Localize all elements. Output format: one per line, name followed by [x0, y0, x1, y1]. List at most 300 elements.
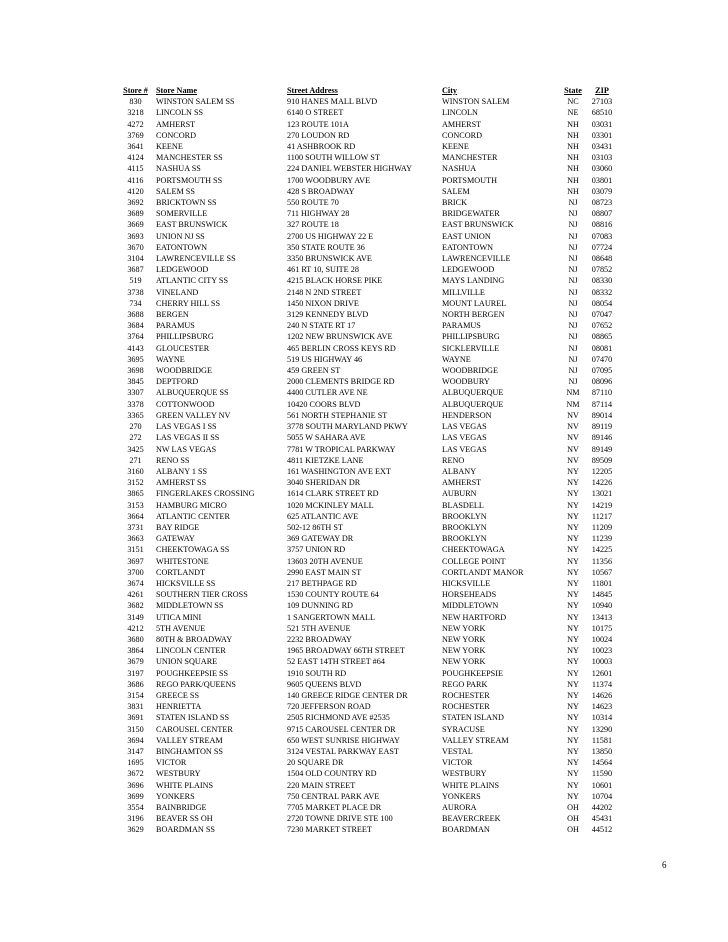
zip-cell: 07852 [591, 265, 613, 275]
store-name-cell: CHERRY HILL SS [156, 298, 220, 308]
state-cell: NY [567, 758, 579, 768]
street-address-cell: 4215 BLACK HORSE PIKE [287, 276, 383, 286]
city-cell: WOODBRIDGE [442, 366, 498, 376]
zip-cell: 03079 [591, 186, 613, 196]
city-cell: PARAMUS [442, 321, 481, 331]
store-number-cell: 3693 [127, 231, 144, 241]
zip-cell: 13850 [591, 746, 613, 756]
store-number-cell: 3764 [127, 332, 144, 342]
table-row [115, 119, 619, 130]
table-row [115, 298, 619, 309]
zip-cell: 44202 [591, 803, 613, 812]
store-number-cell: 3699 [127, 791, 144, 801]
street-address-cell: 3124 VESTAL PARKWAY EAST [287, 746, 399, 756]
zip-cell: 11217 [591, 511, 613, 521]
city-cell: BRICK [442, 198, 468, 208]
city-cell: BEAVERCREEK [442, 814, 501, 824]
state-cell: NY [567, 500, 579, 510]
street-address-cell: 6140 O STREET [287, 108, 344, 118]
table-row [115, 242, 619, 253]
store-number-cell: 3150 [127, 724, 144, 734]
store-number-cell: 3149 [127, 612, 144, 622]
store-name-cell: RENO SS [156, 455, 190, 465]
zip-cell: 10003 [591, 657, 613, 667]
header-store-number: Store # [123, 86, 148, 95]
store-number-cell: 3689 [127, 209, 144, 219]
table-row [115, 354, 619, 365]
city-cell: BROOKLYN [442, 534, 487, 544]
street-address-cell: 3350 BRUNSWICK AVE [287, 254, 372, 264]
street-address-cell: 1100 SOUTH WILLOW ST [287, 153, 380, 163]
store-number-cell: 3147 [127, 746, 144, 756]
zip-cell: 07470 [591, 354, 613, 364]
store-name-cell: LINCOLN CENTER [156, 646, 226, 656]
state-cell: NH [567, 164, 579, 174]
store-name-cell: STATEN ISLAND SS [156, 713, 230, 723]
table-row [115, 544, 619, 555]
street-address-cell: 161 WASHINGTON AVE EXT [287, 466, 391, 476]
store-name-cell: SOMERVILLE [156, 209, 208, 219]
store-number-cell: 3629 [127, 825, 144, 835]
street-address-cell: 750 CENTRAL PARK AVE [287, 791, 380, 801]
store-number-cell: 3153 [127, 500, 144, 510]
page-number: 6 [662, 860, 667, 870]
state-cell: NY [567, 534, 579, 544]
zip-cell: 08054 [591, 298, 613, 308]
state-cell: OH [567, 814, 579, 824]
table-row [115, 107, 619, 118]
zip-cell: 10704 [591, 791, 613, 801]
zip-cell: 10314 [591, 713, 613, 723]
street-address-cell: 10420 COORS BLVD [287, 399, 361, 409]
store-number-cell: 3831 [127, 702, 144, 712]
store-number-cell: 3196 [127, 814, 144, 824]
store-number-cell: 3218 [127, 108, 144, 118]
store-name-cell: KEENE [156, 142, 183, 152]
store-name-cell: WAYNE [156, 354, 185, 364]
zip-cell: 10567 [591, 567, 613, 577]
store-name-cell: BRICKTOWN SS [156, 198, 217, 208]
store-number-cell: 4124 [127, 153, 144, 163]
table-row [115, 679, 619, 690]
street-address-cell: 9715 CAROUSEL CENTER DR [287, 724, 396, 734]
state-cell: NY [567, 522, 579, 532]
state-cell: NH [567, 153, 579, 163]
city-cell: YONKERS [442, 791, 481, 801]
table-row [115, 343, 619, 354]
street-address-cell: 550 ROUTE 70 [287, 198, 339, 208]
street-address-cell: 1910 SOUTH RD [287, 668, 347, 678]
zip-cell: 14226 [591, 478, 613, 488]
street-address-cell: 4400 CUTLER AVE NE [287, 388, 368, 398]
header-store-name: Store Name [156, 86, 198, 95]
street-address-cell: 1450 NIXON DRIVE [287, 298, 359, 308]
store-number-cell: 3698 [127, 366, 144, 376]
city-cell: SYRACUSE [442, 724, 485, 734]
store-number-cell: 3679 [127, 657, 144, 667]
zip-cell: 11209 [591, 522, 613, 532]
zip-cell: 11374 [591, 679, 613, 689]
store-number-cell: 3769 [127, 130, 144, 140]
store-name-cell: GATEWAY [156, 534, 195, 544]
state-cell: NJ [568, 354, 578, 364]
city-cell: WINSTON SALEM [442, 97, 510, 107]
store-number-cell: 3687 [127, 265, 144, 275]
store-name-cell: BINGHAMTON SS [156, 746, 223, 756]
store-name-cell: UNION NJ SS [156, 231, 205, 241]
store-name-cell: HICKSVILLE SS [156, 578, 216, 588]
zip-cell: 07095 [591, 366, 613, 376]
state-cell: NC [567, 97, 579, 107]
street-address-cell: 2720 TOWNE DRIVE STE 100 [287, 814, 393, 824]
city-cell: PORTSMOUTH [442, 175, 498, 185]
table-row [115, 455, 619, 466]
zip-cell: 07724 [591, 242, 613, 252]
city-cell: AMHERST [442, 478, 482, 488]
city-cell: BROOKLYN [442, 511, 487, 521]
table-row [115, 96, 619, 107]
street-address-cell: 123 ROUTE 101A [287, 119, 349, 129]
city-cell: COLLEGE POINT [442, 556, 506, 566]
store-name-cell: BEAVER SS OH [156, 814, 213, 824]
store-name-cell: WINSTON SALEM SS [156, 97, 235, 107]
header-state: State [564, 86, 582, 95]
zip-cell: 89149 [591, 444, 613, 454]
store-name-cell: PORTSMOUTH SS [156, 175, 223, 185]
city-cell: LAS VEGAS [442, 422, 487, 432]
state-cell: NJ [568, 287, 578, 297]
state-cell: NY [567, 478, 579, 488]
table-row [115, 253, 619, 264]
table-row [115, 533, 619, 544]
store-name-cell: AMHERST [156, 119, 196, 129]
store-number-cell: 4115 [127, 164, 144, 174]
city-cell: NEW HARTFORD [442, 612, 507, 622]
table-row [115, 186, 619, 197]
city-cell: CHEEKTOWAGA [442, 545, 505, 555]
zip-cell: 07083 [591, 231, 613, 241]
table-row [115, 500, 619, 511]
table-row [115, 219, 619, 230]
store-name-cell: WHITE PLAINS [156, 780, 214, 790]
store-number-cell: 519 [129, 276, 142, 286]
table-row [115, 757, 619, 768]
state-cell: NY [567, 746, 579, 756]
street-address-cell: 2505 RICHMOND AVE #2535 [287, 713, 390, 723]
store-name-cell: GREEN VALLEY NV [156, 410, 231, 420]
state-cell: NY [567, 657, 579, 667]
table-row [115, 432, 619, 443]
table-row [115, 365, 619, 376]
table-row [115, 320, 619, 331]
street-address-cell: 109 DUNNING RD [287, 601, 353, 611]
street-address-cell: 2990 EAST MAIN ST [287, 567, 362, 577]
table-row [115, 634, 619, 645]
store-name-cell: VINELAND [156, 287, 199, 297]
state-cell: NJ [568, 366, 578, 376]
street-address-cell: 224 DANIEL WEBSTER HIGHWAY [287, 164, 413, 174]
zip-cell: 10940 [591, 601, 613, 611]
state-cell: NJ [568, 265, 578, 275]
street-address-cell: 327 ROUTE 18 [287, 220, 339, 230]
state-cell: NY [567, 668, 579, 678]
street-address-cell: 561 NORTH STEPHANIE ST [287, 410, 388, 420]
zip-cell: 11801 [591, 578, 613, 588]
zip-cell: 07652 [591, 321, 613, 331]
street-address-cell: 9605 QUEENS BLVD [287, 679, 362, 689]
store-name-cell: NW LAS VEGAS [156, 444, 217, 454]
street-address-cell: 1965 BROADWAY 66TH STREET [287, 646, 405, 656]
store-name-cell: LAS VEGAS I SS [156, 422, 217, 432]
table-row [115, 331, 619, 342]
city-cell: EAST UNION [442, 231, 491, 241]
table-row [115, 791, 619, 802]
store-number-cell: 4261 [127, 590, 144, 600]
header-zip: ZIP [595, 86, 609, 95]
street-address-cell: 217 BETHPAGE RD [287, 578, 357, 588]
table-row [115, 376, 619, 387]
table-row [115, 600, 619, 611]
table-row [115, 701, 619, 712]
state-cell: NJ [568, 276, 578, 286]
store-number-cell: 3691 [127, 713, 144, 723]
street-address-cell: 502-12 86TH ST [287, 522, 343, 532]
state-cell: NH [567, 186, 579, 196]
table-row [115, 690, 619, 701]
store-number-cell: 3694 [127, 735, 144, 745]
table-row [115, 746, 619, 757]
table-row [115, 612, 619, 623]
city-cell: AUBURN [442, 489, 477, 499]
store-number-cell: 3684 [127, 321, 144, 331]
store-name-cell: POUGHKEEPSIE SS [156, 668, 229, 678]
table-row [115, 175, 619, 186]
state-cell: NJ [568, 377, 578, 387]
zip-cell: 14225 [591, 545, 613, 555]
table-header-row [115, 85, 619, 96]
street-address-cell: 1504 OLD COUNTRY RD [287, 769, 377, 779]
store-number-cell: 3672 [127, 769, 144, 779]
city-cell: LEDGEWOOD [442, 265, 495, 275]
street-address-cell: 41 ASHBROOK RD [287, 142, 356, 152]
store-number-cell: 734 [129, 298, 142, 308]
store-number-cell: 3686 [127, 679, 144, 689]
store-number-cell: 3154 [127, 690, 144, 700]
zip-cell: 87110 [591, 388, 613, 398]
state-cell: NJ [568, 332, 578, 342]
street-address-cell: 5055 W SAHARA AVE [287, 433, 366, 443]
table-row [115, 410, 619, 421]
city-cell: EAST BRUNSWICK [442, 220, 514, 230]
state-cell: NY [567, 466, 579, 476]
state-cell: NY [567, 646, 579, 656]
street-address-cell: 3757 UNION RD [287, 545, 346, 555]
store-number-cell: 3680 [127, 634, 144, 644]
store-name-cell: CHEEKTOWAGA SS [156, 545, 230, 555]
city-cell: WHITE PLAINS [442, 780, 500, 790]
table-row [115, 645, 619, 656]
state-cell: NJ [568, 231, 578, 241]
state-cell: NY [567, 612, 579, 622]
street-address-cell: 1 SANGERTOWN MALL [287, 612, 376, 622]
city-cell: CONCORD [442, 130, 483, 140]
street-address-cell: 2700 US HIGHWAY 22 E [287, 231, 374, 241]
zip-cell: 13290 [591, 724, 613, 734]
city-cell: HENDERSON [442, 410, 492, 420]
zip-cell: 11581 [591, 735, 613, 745]
state-cell: NM [566, 399, 580, 409]
city-cell: BLASDELL [442, 500, 484, 510]
zip-cell: 11239 [591, 534, 613, 544]
store-number-cell: 3697 [127, 556, 144, 566]
city-cell: WOODBURY [442, 377, 490, 387]
city-cell: EATONTOWN [442, 242, 494, 252]
street-address-cell: 625 ATLANTIC AVE [287, 511, 359, 521]
store-name-cell: AMHERST SS [156, 478, 207, 488]
city-cell: REGO PARK [442, 679, 488, 689]
store-name-cell: ATLANTIC CENTER [156, 511, 230, 521]
store-number-cell: 270 [129, 422, 142, 432]
table-row [115, 735, 619, 746]
store-name-cell: UNION SQUARE [156, 657, 218, 667]
street-address-cell: 270 LOUDON RD [287, 130, 350, 140]
store-number-cell: 4120 [127, 186, 144, 196]
zip-cell: 14623 [591, 702, 613, 712]
state-cell: NY [567, 489, 579, 499]
table-row [115, 712, 619, 723]
street-address-cell: 4811 KIETZKE LANE [287, 455, 364, 465]
street-address-cell: 3778 SOUTH MARYLAND PKWY [287, 422, 408, 432]
table-row [115, 656, 619, 667]
city-cell: AMHERST [442, 119, 482, 129]
zip-cell: 89509 [591, 455, 613, 465]
state-cell: NY [567, 567, 579, 577]
store-rows [115, 96, 619, 835]
state-cell: NH [567, 119, 579, 129]
state-cell: NY [567, 556, 579, 566]
city-cell: KEENE [442, 142, 469, 152]
table-row [115, 477, 619, 488]
state-cell: NV [567, 410, 579, 420]
store-name-cell: 5TH AVENUE [156, 623, 206, 633]
zip-cell: 13021 [591, 489, 613, 499]
zip-cell: 07047 [591, 310, 613, 320]
state-cell: NY [567, 679, 579, 689]
table-row [115, 556, 619, 567]
zip-cell: 12601 [591, 668, 613, 678]
zip-cell: 27103 [591, 97, 613, 107]
state-cell: NY [567, 545, 579, 555]
table-row [115, 466, 619, 477]
city-cell: MAYS LANDING [442, 276, 505, 286]
store-name-cell: BAY RIDGE [156, 522, 200, 532]
city-cell: SICKLERVILLE [442, 343, 500, 353]
store-number-cell: 3864 [127, 646, 144, 656]
store-number-cell: 272 [129, 433, 142, 443]
state-cell: NJ [568, 310, 578, 320]
state-cell: NJ [568, 242, 578, 252]
store-name-cell: CAROUSEL CENTER [156, 724, 233, 734]
street-address-cell: 711 HIGHWAY 28 [287, 209, 350, 219]
state-cell: NY [567, 791, 579, 801]
store-number-cell: 3152 [127, 478, 144, 488]
street-address-cell: 20 SQUARE DR [287, 758, 344, 768]
city-cell: VICTOR [442, 758, 473, 768]
store-number-cell: 271 [129, 455, 142, 465]
table-row [115, 444, 619, 455]
store-name-cell: SALEM SS [156, 186, 195, 196]
table-row [115, 813, 619, 824]
city-cell: ALBANY [442, 466, 477, 476]
store-number-cell: 3669 [127, 220, 144, 230]
state-cell: NY [567, 578, 579, 588]
zip-cell: 08081 [591, 343, 613, 353]
street-address-cell: 7705 MARKET PLACE DR [287, 803, 382, 812]
street-address-cell: 52 EAST 14TH STREET #64 [287, 657, 385, 667]
store-number-cell: 3865 [127, 489, 144, 499]
zip-cell: 14845 [591, 590, 613, 600]
state-cell: NY [567, 634, 579, 644]
store-name-cell: YONKERS [156, 791, 195, 801]
table-row [115, 130, 619, 141]
table-row [115, 421, 619, 432]
state-cell: NY [567, 769, 579, 779]
street-address-cell: 650 WEST SUNRISE HIGHWAY [287, 735, 400, 745]
store-number-cell: 3378 [127, 399, 144, 409]
zip-cell: 89014 [591, 410, 613, 420]
state-cell: NJ [568, 220, 578, 230]
zip-cell: 14564 [591, 758, 613, 768]
zip-cell: 14219 [591, 500, 613, 510]
store-name-cell: CORTLANDT [156, 567, 206, 577]
state-cell: NJ [568, 321, 578, 331]
zip-cell: 11356 [591, 556, 613, 566]
header-street-address: Street Address [287, 86, 338, 95]
city-cell: WESTBURY [442, 769, 487, 779]
state-cell: NV [567, 433, 579, 443]
zip-cell: 12205 [591, 466, 613, 476]
street-address-cell: 461 RT 10, SUITE 28 [287, 265, 359, 275]
store-number-cell: 3682 [127, 601, 144, 611]
state-cell: NV [567, 455, 579, 465]
state-cell: NY [567, 724, 579, 734]
city-cell: NEW YORK [442, 646, 486, 656]
store-number-cell: 3663 [127, 534, 144, 544]
store-name-cell: VALLEY STREAM [156, 735, 223, 745]
street-address-cell: 910 HANES MALL BLVD [287, 97, 378, 107]
city-cell: NEW YORK [442, 623, 486, 633]
store-name-cell: WESTBURY [156, 769, 201, 779]
street-address-cell: 3129 KENNEDY BLVD [287, 310, 369, 320]
store-number-cell: 3104 [127, 254, 144, 264]
street-address-cell: 7781 W TROPICAL PARKWAY [287, 444, 396, 454]
street-address-cell: 3040 SHERIDAN DR [287, 478, 361, 488]
state-cell: NH [567, 175, 579, 185]
table-row [115, 275, 619, 286]
city-cell: MOUNT LAUREL [442, 298, 507, 308]
store-name-cell: DEPTFORD [156, 377, 199, 387]
store-name-cell: MIDDLETOWN SS [156, 601, 224, 611]
table-row [115, 802, 619, 813]
store-name-cell: HAMBURG MICRO [156, 500, 227, 510]
city-cell: MANCHESTER [442, 153, 498, 163]
zip-cell: 08332 [591, 287, 613, 297]
city-cell: WAYNE [442, 354, 471, 364]
store-number-cell: 4116 [127, 175, 144, 185]
state-cell: NV [567, 444, 579, 454]
street-address-cell: 350 STATE ROUTE 36 [287, 242, 365, 252]
street-address-cell: 13603 20TH AVENUE [287, 556, 363, 566]
